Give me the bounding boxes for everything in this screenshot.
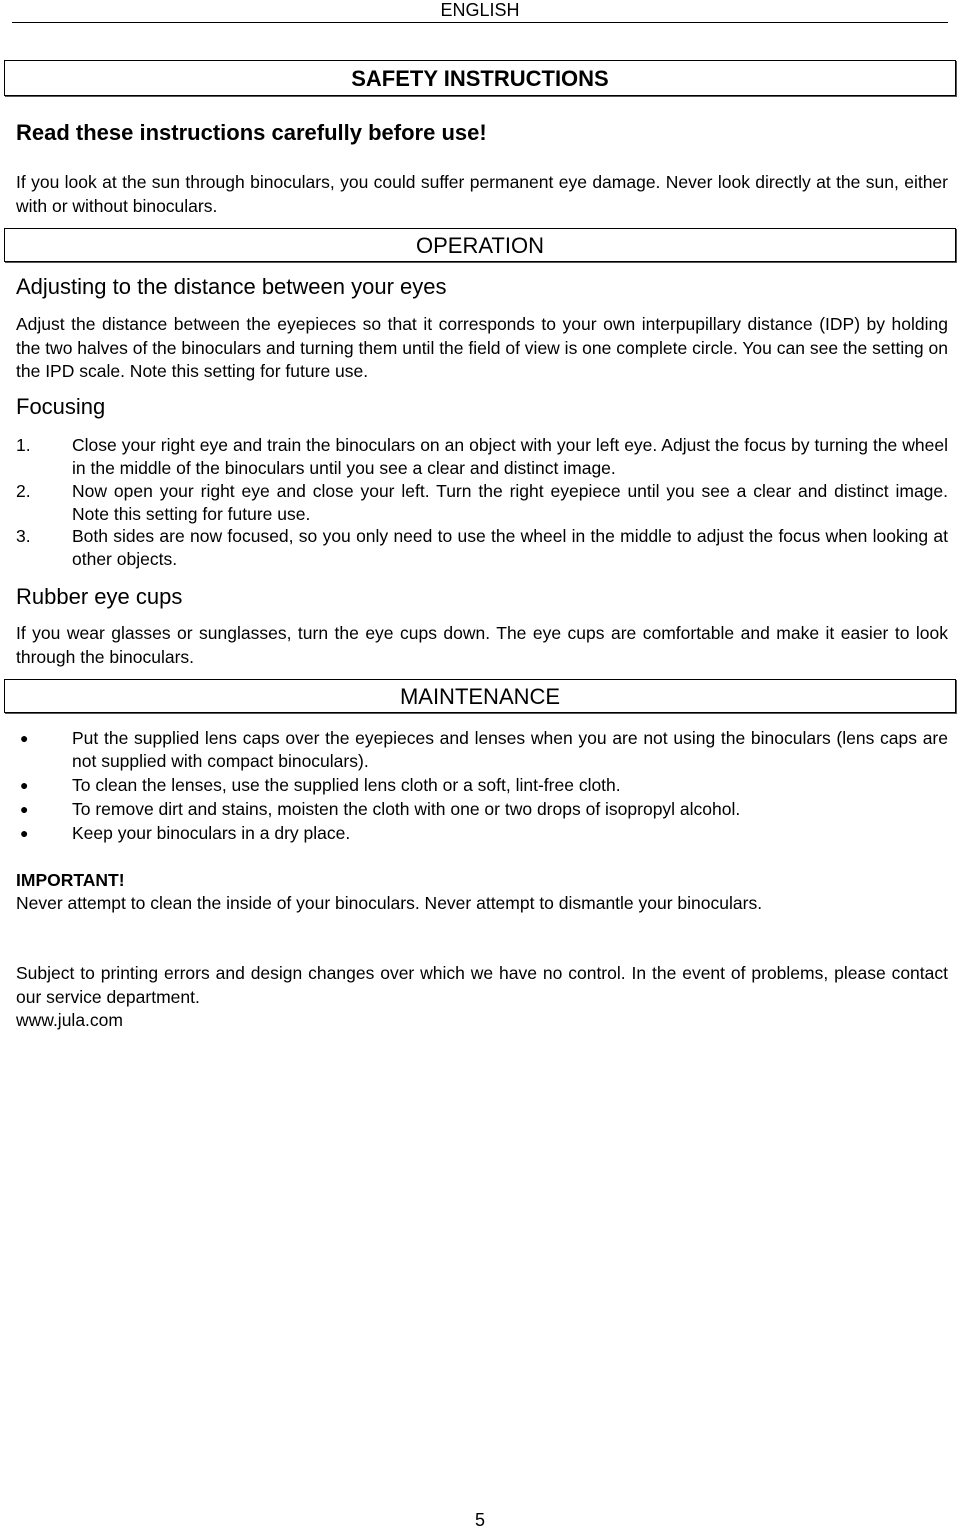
maintenance-item-text: To remove dirt and stains, moisten the cloth with one or two drops of isopropyl alcohol. <box>72 799 741 819</box>
website-link[interactable]: www.jula.com <box>16 1010 123 1030</box>
safety-title: SAFETY INSTRUCTIONS <box>351 66 609 91</box>
maintenance-item-text: Put the supplied lens caps over the eyepieces and lenses when you are not using the binoculars (lens caps are not supplied with compact binoculars). <box>72 728 948 771</box>
maintenance-section-header <box>4 679 956 713</box>
safety-section-header <box>4 60 956 96</box>
bullet-icon: ● <box>20 801 29 817</box>
focusing-step <box>16 480 948 526</box>
disclaimer-text: Subject to printing errors and design changes over which we have no control. In the event of problems, please contact our service department. <box>16 963 948 1007</box>
eyecups-heading: Rubber eye cups <box>16 584 183 609</box>
language-label: ENGLISH <box>440 0 520 20</box>
important-label: IMPORTANT! <box>16 870 125 890</box>
step-text: Both sides are now focused, so you only need to use the wheel in the middle to adjust the focus when looking at other objects. <box>72 526 948 569</box>
maintenance-title: MAINTENANCE <box>399 684 561 709</box>
maintenance-item <box>16 822 948 845</box>
operation-section-header <box>4 228 956 262</box>
step-text: Close your right eye and train the binoculars on an object with your left eye. Adjust the focus by turning the wheel in the middle of the binoculars until you see a clear and distinct image. <box>72 435 948 478</box>
safety-warning-text: If you look at the sun through binoculars, you could suffer permanent eye damage. Never look directly at the sun, either with or without binoculars. <box>16 172 948 216</box>
eyecups-text: If you wear glasses or sunglasses, turn the eye cups down. The eye cups are comfortable and make it easier to look through the binoculars. <box>16 623 948 667</box>
maintenance-item-text: Keep your binoculars in a dry place. <box>72 823 351 843</box>
header-divider <box>12 22 948 23</box>
step-text: Now open your right eye and close your left. Turn the right eyepiece until you see a clear and distinct image. Note this setting for future use. <box>72 481 948 524</box>
focusing-step <box>16 525 948 571</box>
page-number: 5 <box>474 1510 485 1530</box>
safety-warning-heading: Read these instructions carefully before use! <box>16 120 487 145</box>
step-number: 2. <box>16 481 31 501</box>
eye-distance-text: Adjust the distance between the eyepieces so that it corresponds to your own interpupillary distance (IDP) by holding the two halves of the binoculars and turning them until the field of view is one complete circle. You can see the setting on the IPD scale. Note this setting for future use. <box>16 314 948 381</box>
maintenance-item <box>16 798 948 821</box>
bullet-icon: ● <box>20 777 29 793</box>
eye-distance-heading: Adjusting to the distance between your eyes <box>16 274 447 299</box>
important-text: Never attempt to clean the inside of your binoculars. Never attempt to dismantle your binoculars. <box>16 893 763 913</box>
step-number: 1. <box>16 435 31 455</box>
bullet-icon: ● <box>20 825 29 841</box>
step-number: 3. <box>16 526 31 546</box>
operation-title: OPERATION <box>416 233 544 258</box>
maintenance-item <box>16 774 948 797</box>
bullet-icon: ● <box>20 730 29 746</box>
maintenance-item <box>16 727 948 773</box>
maintenance-item-text: To clean the lenses, use the supplied lens cloth or a soft, lint-free cloth. <box>72 775 621 795</box>
focusing-step <box>16 434 948 480</box>
focusing-heading: Focusing <box>16 394 106 419</box>
